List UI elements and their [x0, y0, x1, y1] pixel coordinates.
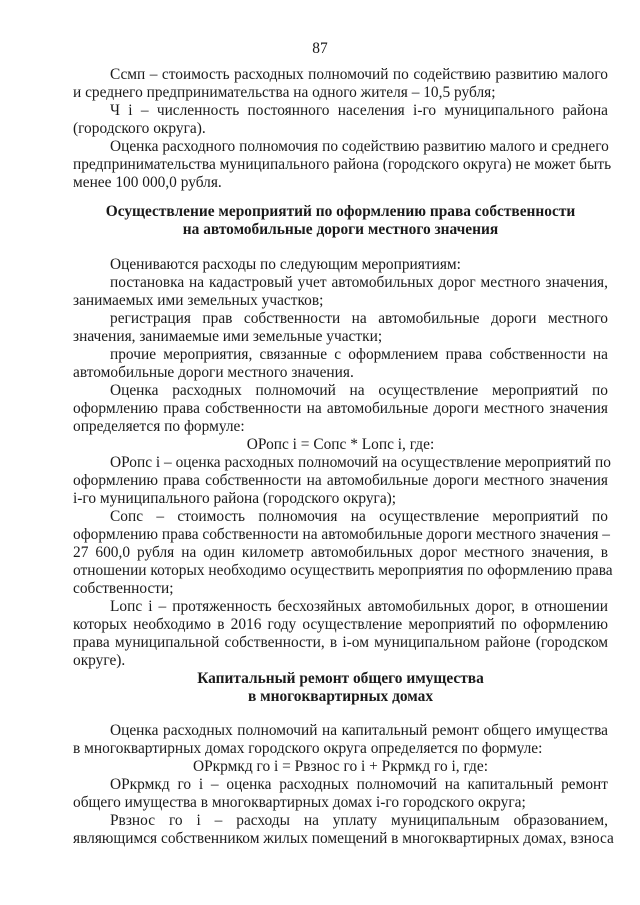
formula-ops [73, 436, 608, 454]
text-line: 27 600,0 рубля на один километр автомобильных дорог местного значения, в [73, 544, 608, 561]
text-line: отношении которых необходимо осуществить мероприятия по оформлению права [73, 562, 613, 579]
paragraph-estimate-formula-intro [73, 382, 608, 436]
paragraph-min-estimate [73, 138, 612, 192]
text-line: Lопс і – протяженность бесхозяйных автомобильных дорог, в отношении [110, 598, 608, 615]
text-line: постановка на кадастровый учет автомобильных дорог местного значения, [110, 274, 608, 291]
text-line: занимаемых ими земельных участков; [73, 292, 324, 309]
text-line: предпринимательства муниципального района (городского округа) не может быть [73, 156, 612, 173]
text-line: Ссмп – стоимость расходных полномочий по содействию развитию малого [110, 66, 608, 83]
text-line: в многоквартирных домах городского округа определяется по формуле: [73, 740, 543, 757]
text-line: права муниципальной собственности, в і-ом муниципальном районе (городском [73, 634, 608, 651]
section-heading-capital-repair [73, 670, 608, 706]
heading-line: на автомобильные дороги местного значения [182, 221, 499, 238]
formula-line: ОРкрмкд го і = Рвзнос го і + Ркрмкд го і, где: [193, 758, 488, 775]
heading-line: в многоквартирных домах [247, 688, 434, 705]
paragraph-expenses-intro [73, 256, 608, 274]
text-line: Оценка расходных полномочий на капитальный ремонт общего имущества [110, 722, 608, 739]
formula-line: ОРопс і = Сопс * Lопс і, где: [246, 436, 435, 453]
heading-line: Осуществление мероприятий по оформлению права собственности [105, 203, 576, 220]
text-line: Рвзнос го і – расходы на уплату муниципальным образованием, [110, 812, 608, 829]
text-line: Оценка расходных полномочий на осуществление мероприятий по [110, 382, 608, 399]
text-line: оформлению права собственности на автомобильные дороги местного значения – [73, 526, 610, 543]
text-line: і-го муниципального района (городского округа); [73, 490, 397, 507]
text-line: менее 100 000,0 рубля. [73, 174, 222, 191]
definition-orops [73, 454, 611, 508]
text-line: и среднего предпринимательства на одного жителя – 10,5 рубля; [73, 84, 496, 101]
text-line: значения, занимаемые ими земельные участки; [73, 328, 383, 345]
text-line: определяется по формуле: [73, 418, 245, 435]
text-line: Сопс – стоимость полномочия на осуществление мероприятий по [110, 508, 608, 525]
text-line: автомобильные дороги местного значения. [73, 364, 354, 381]
paragraph-other-activities [73, 346, 608, 382]
text-line: общего имущества в многоквартирных домах і-го городского округа; [73, 794, 526, 811]
text-line: регистрация прав собственности на автомобильные дороги местного [110, 310, 608, 327]
definition-lops [73, 598, 608, 670]
heading-line: Капитальный ремонт общего имущества [197, 670, 484, 687]
paragraph-population [73, 102, 608, 138]
page-number: 87 [312, 40, 328, 57]
text-line: Оценка расходного полномочия по содействию развитию малого и среднего [110, 138, 609, 155]
text-line: (городского округа). [73, 120, 206, 137]
text-line: являющимся собственником жилых помещений в многоквартирных домах, взноса [73, 830, 614, 847]
text-line: Ч і – численность постоянного населения і-го муниципального района [110, 102, 608, 119]
text-line: Оцениваются расходы по следующим мероприятиям: [110, 256, 461, 273]
paragraph-ssmp [73, 66, 608, 102]
text-line: прочие мероприятия, связанные с оформлением права собственности на [110, 346, 608, 363]
formula-krmkd [73, 758, 608, 776]
text-line: оформлению права собственности на автомобильные дороги местного значения [73, 400, 608, 417]
text-line: собственности; [73, 580, 174, 597]
text-line: округе). [73, 652, 126, 669]
paragraph-cadastral [73, 274, 608, 310]
definition-orkrmkd [73, 776, 608, 812]
definition-sops [73, 508, 613, 598]
paragraph-capital-repair-intro [73, 722, 608, 758]
section-heading-road-ownership [73, 203, 608, 239]
text-line: которых необходимо в 2016 году осуществление мероприятий по оформлению [73, 616, 608, 633]
text-line: ОРкрмкд го і – оценка расходных полномочий на капитальный ремонт [110, 776, 608, 793]
text-line: оформлению права собственности на автомобильные дороги местного значения [73, 472, 608, 489]
text-line: ОРопс і – оценка расходных полномочий на осуществление мероприятий по [110, 454, 611, 471]
paragraph-registration [73, 310, 608, 346]
definition-rvznos [73, 812, 614, 848]
